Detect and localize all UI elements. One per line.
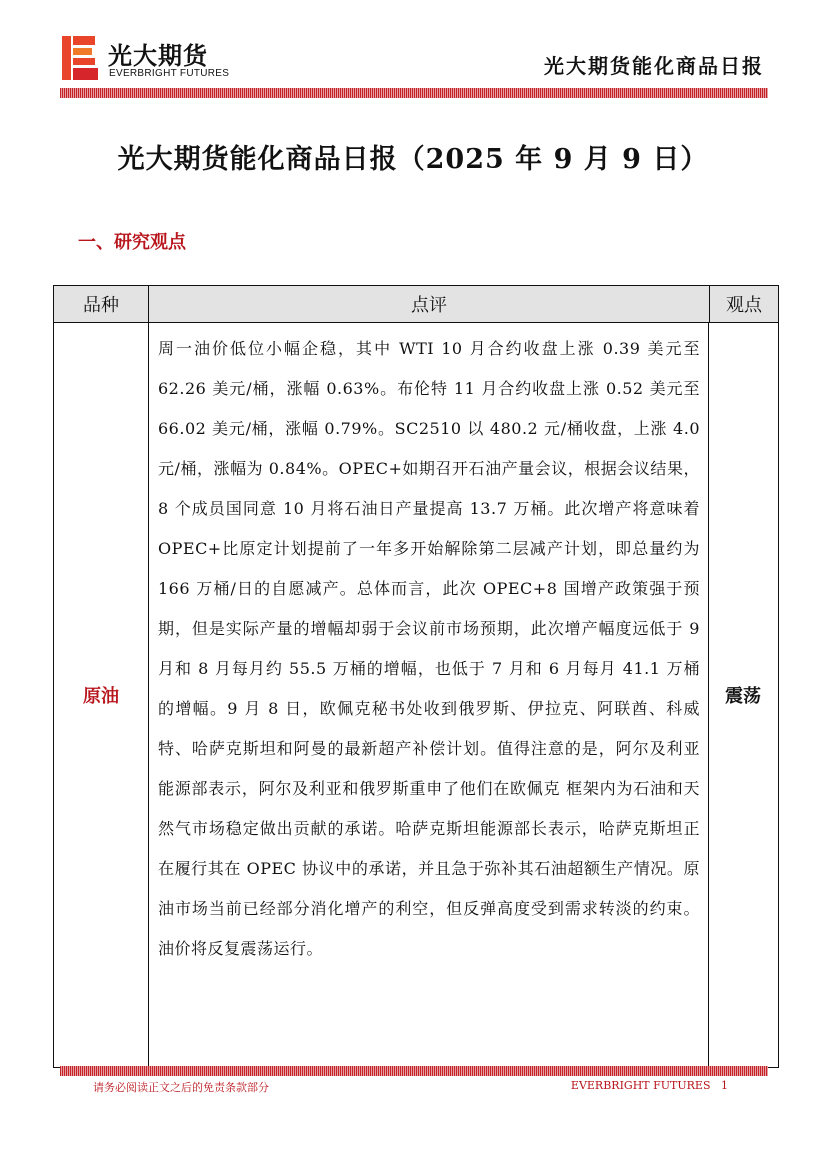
header-divider <box>60 88 768 98</box>
research-table <box>53 285 779 1068</box>
header-view: 观点 <box>726 295 762 316</box>
view-cell: 震荡 <box>725 686 761 707</box>
header-variety: 品种 <box>54 286 149 322</box>
footer-brand: EVERBRIGHT FUTURES <box>570 1079 711 1092</box>
footer-divider <box>60 1066 768 1076</box>
variety-cell: 原油 <box>54 323 149 1067</box>
footer-brand-page <box>571 1079 728 1092</box>
company-logo <box>62 36 242 82</box>
header-title: 光大期货能化商品日报 <box>544 54 764 78</box>
logo-text-cn: 光大期货 <box>108 42 208 70</box>
page-number: 1 <box>721 1079 728 1092</box>
comment-cell: 周一油价低位小幅企稳，其中 WTI 10 月合约收盘上涨 0.39 美元至 62.26 美元/桶，涨幅 0.63%。布伦特 11 月合约收盘上涨 0.52 美元至 66.02 美元/桶，涨幅 0.79%。SC2510 以 480.2 元/桶收盘，上涨 4.0 元/桶，涨幅为 0.84%。OPEC+如期召开石油产量会议，根据会议结果，8 个成员国同意 10 月将石油日产量提高 13.7 万桶。此次增产将意味着 OPEC+比原定计划提前了一年多开始解除第二层减产计划，即总量约为 166 万桶/日的自愿减产。总体而言，此次 OPEC+8 国增产政策强于预期，但是实际产量的增幅却弱于会议前市场预期，此次增产幅度远低于 9 月和 8 月每月约 55.5 万桶的增幅，也低于 7 月和 6 月每月 41.1 万桶的增幅。9 月 8 日，欧佩克秘书处收到俄罗斯、伊拉克、阿联酋、科威特、哈萨克斯坦和阿曼的最新超产补偿计划。值得注意的是，阿尔及利亚能源部表示，阿尔及利亚和俄罗斯重申了他们在欧佩克 框架内为石油和天然气市场稳定做出贡献的承诺。哈萨克斯坦能源部长表示，哈萨克斯坦正在履行其在 OPEC 协议中的承诺，并且急于弥补其石油超额生产情况。原油市场当前已经部分消化增产的利空，但反弹高度受到需求转淡的约束。油价将反复震荡运行。 <box>149 323 709 1067</box>
header-comment: 点评 <box>149 286 710 322</box>
report-title: 光大期货能化商品日报（2025 年 9 月 9 日） <box>117 144 709 175</box>
logo-mark-icon <box>62 36 98 80</box>
footer-disclaimer: 请务必阅读正文之后的免责条款部分 <box>93 1081 269 1094</box>
table-header-row <box>54 286 778 323</box>
section-title: 一、研究观点 <box>78 232 186 253</box>
logo-text-en: EVERBRIGHT FUTURES <box>109 68 230 79</box>
table-row <box>54 323 778 1067</box>
